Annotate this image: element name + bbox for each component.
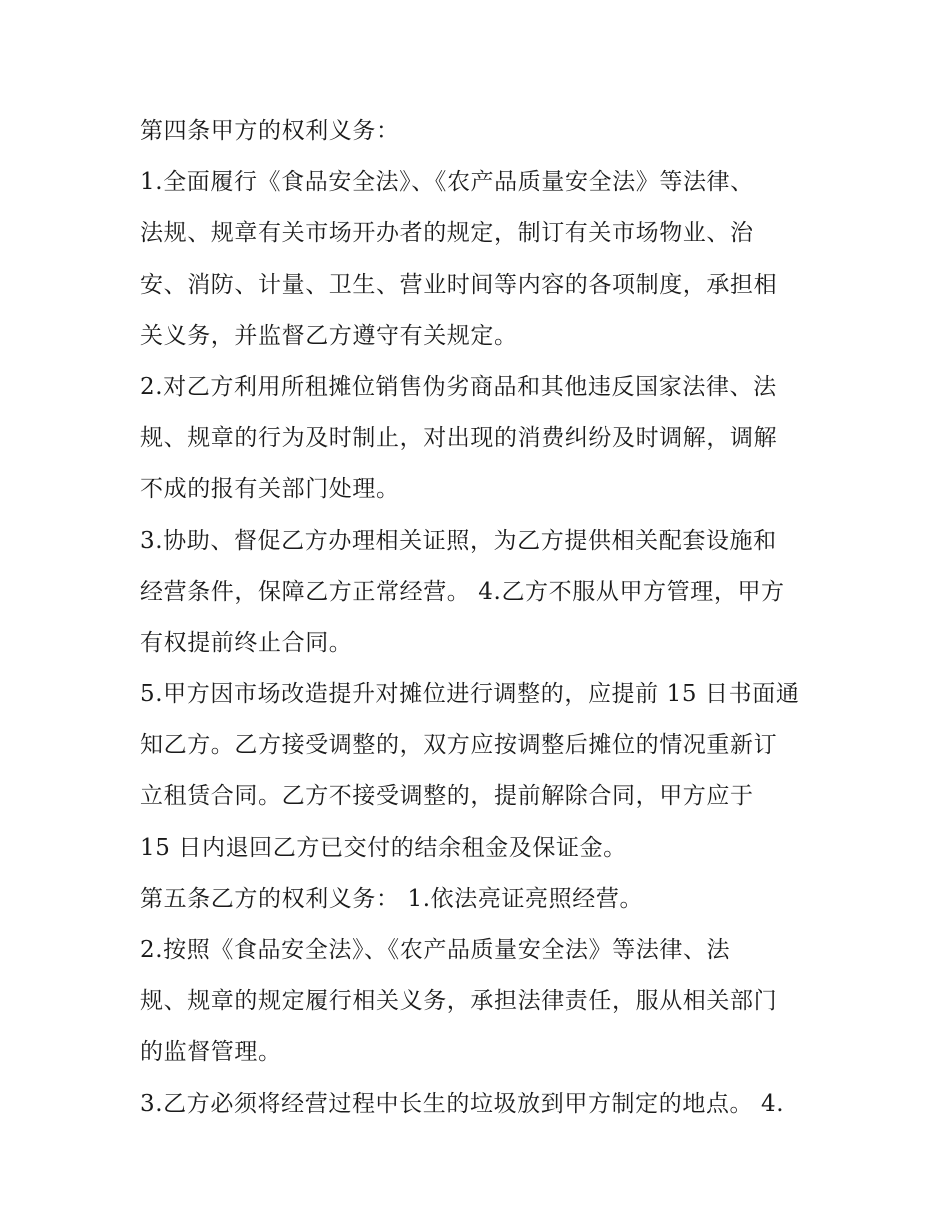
text-line: 知乙方。乙方接受调整的，双方应按调整后摊位的情况重新订 <box>140 732 778 759</box>
article-5-heading: 第五条乙方的权利义务： 1.依法亮证亮照经营。 <box>140 885 644 912</box>
text-line: 法规、规章有关市场开办者的规定，制订有关市场物业、治 <box>140 220 754 247</box>
text-line: 的监督管理。 <box>140 1039 282 1066</box>
document-body <box>140 106 820 1130</box>
text-line: 1.全面履行《食品安全法》、《农产品质量安全法》等法律、 <box>140 169 754 196</box>
text-line: 2.对乙方利用所租摊位销售伪劣商品和其他违反国家法律、法 <box>140 373 777 400</box>
text-line: 关义务，并监督乙方遵守有关规定。 <box>140 322 518 349</box>
text-line: 安、消防、计量、卫生、营业时间等内容的各项制度，承担相 <box>140 271 778 298</box>
text-line: 经营条件，保障乙方正常经营。 4.乙方不服从甲方管理，甲方 <box>140 578 785 605</box>
text-line: 2.按照《食品安全法》、《农产品质量安全法》等法律、法 <box>140 937 731 963</box>
text-line: 有权提前终止合同。 <box>140 629 353 656</box>
text-line: 不成的报有关部门处理。 <box>140 476 400 503</box>
text-line: 5.甲方因市场改造提升对摊位进行调整的，应提前 15 日书面通 <box>140 681 800 708</box>
text-line: 3.协助、督促乙方办理相关证照，为乙方提供相关配套设施和 <box>140 527 777 554</box>
text-line: 15 日内退回乙方已交付的结余租金及保证金。 <box>140 834 627 861</box>
text-line: 规、规章的规定履行相关义务，承担法律责任，服从相关部门 <box>140 988 778 1015</box>
text-line: 3.乙方必须将经营过程中长生的垃圾放到甲方制定的地点。 4. <box>140 1090 785 1117</box>
text-line: 规、规章的行为及时制止，对出现的消费纠纷及时调解，调解 <box>140 425 778 452</box>
text-line: 立租赁合同。乙方不接受调整的，提前解除合同，甲方应于 <box>140 783 754 810</box>
article-4-heading: 第四条甲方的权利义务： <box>140 118 400 144</box>
